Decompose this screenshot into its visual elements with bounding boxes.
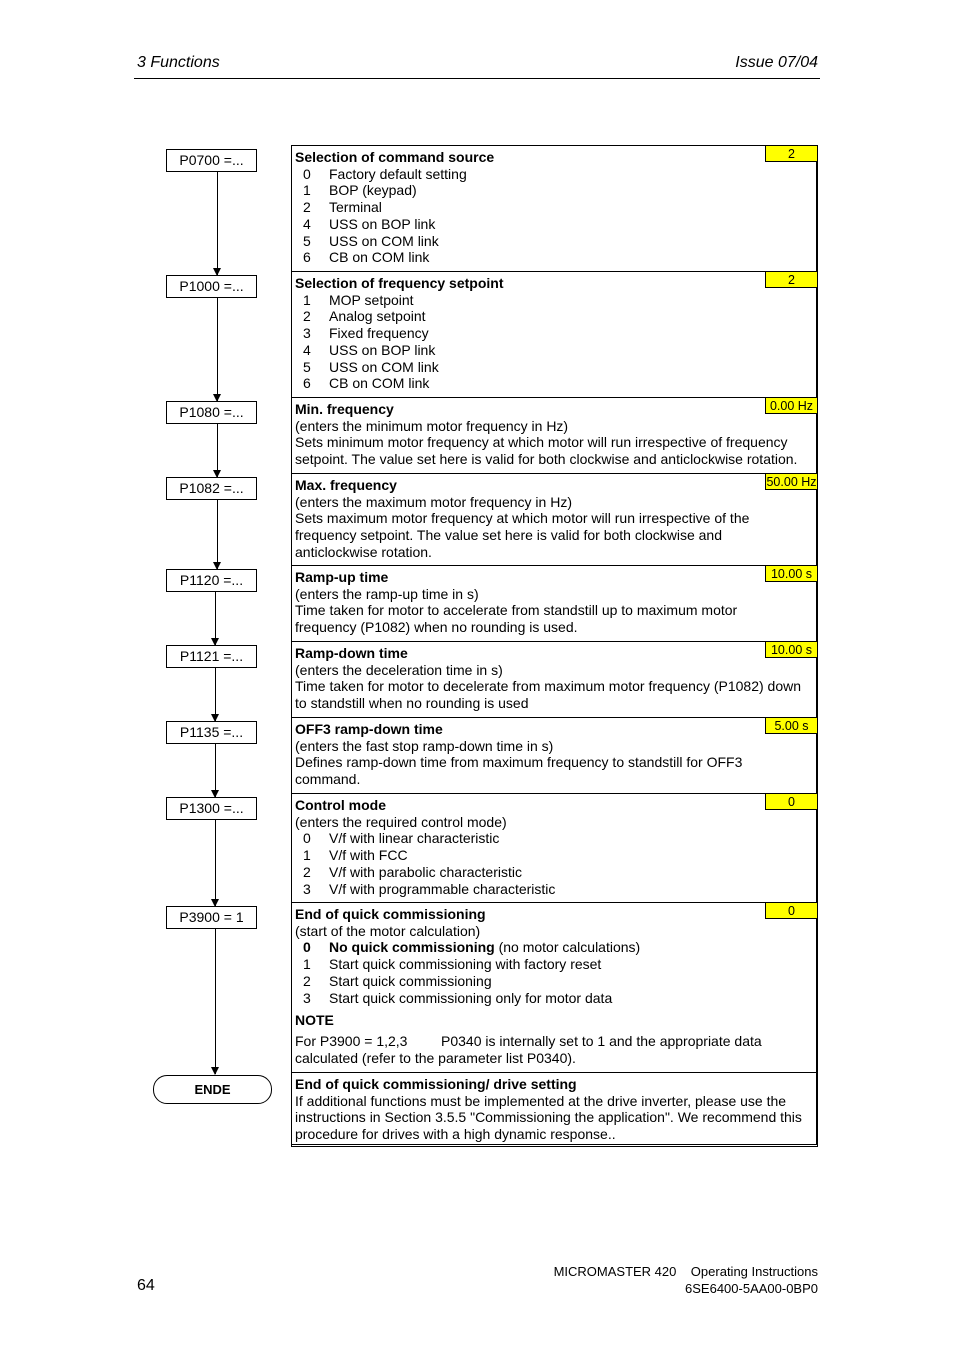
section-text: (enters the minimum motor frequency in Hz) [295, 417, 569, 434]
value-badge: 5.00 s [765, 717, 818, 734]
option-row: 5 USS on COM link [303, 232, 439, 249]
flow-arrow [215, 668, 216, 721]
section-title: Min. frequency [295, 401, 394, 417]
option-row: 6 CB on COM link [303, 375, 430, 392]
option-row: 2 Terminal [303, 199, 382, 216]
option-row: 4 USS on BOP link [303, 341, 436, 358]
note-text: calculated (refer to the parameter list P0340). [295, 1049, 576, 1066]
option-row: 2 Start quick commissioning [303, 972, 492, 989]
value-badge: 0 [765, 793, 818, 810]
section-title: Control mode [295, 797, 386, 813]
flow-box-p1080: P1080 =... [166, 401, 257, 424]
flow-arrow [217, 298, 218, 401]
section-title: End of quick commissioning [295, 906, 486, 922]
flow-box-p1000: P1000 =... [166, 275, 257, 298]
option-row: 1 V/f with FCC [303, 847, 408, 864]
flow-box-p1120: P1120 =... [166, 569, 257, 592]
section-text: (enters the ramp-up time in s) [295, 585, 479, 602]
section-heading: 3 Functions [137, 54, 220, 71]
section-text: (enters the deceleration time in s) [295, 661, 503, 678]
value-badge: 10.00 s [765, 565, 818, 582]
flow-box-p1082: P1082 =... [166, 477, 257, 500]
section-min-frequency [291, 397, 818, 473]
section-text: procedure for drives with a high dynamic response.. [295, 1126, 616, 1143]
value-badge: 50.00 Hz [766, 475, 817, 489]
footer-product: MICROMASTER 420 Operating Instructions [553, 1264, 818, 1279]
section-control-mode [291, 793, 818, 902]
flow-arrow [215, 592, 216, 645]
option-row: 0 V/f with linear characteristic [303, 830, 500, 847]
section-title: Max. frequency [295, 477, 397, 493]
section-title: Ramp-down time [295, 645, 408, 661]
flow-box-p1135: P1135 =... [166, 721, 257, 744]
footer-doc-number: 6SE6400-5AA00-0BP0 [685, 1281, 818, 1296]
section-end-drive-setting [291, 1072, 818, 1147]
option-row: 3 Start quick commissioning only for motor data [303, 989, 613, 1006]
note-text: For P3900 = 1,2,3 P0340 is internally set to 1 and the appropriate data [295, 1032, 762, 1049]
section-ramp-up-time [291, 565, 818, 641]
section-text: Defines ramp-down time from maximum frequency to standstill for OFF3 [295, 754, 743, 771]
section-ramp-down-time [291, 641, 818, 717]
option-row: 2 V/f with parabolic characteristic [303, 863, 522, 880]
option-row: 0 Factory default setting [303, 165, 467, 182]
option-row: 3 V/f with programmable characteristic [303, 880, 556, 897]
section-command-source [291, 145, 818, 271]
value-badge: 10.00 s [765, 641, 818, 658]
section-text: command. [295, 771, 361, 788]
flow-box-p1121: P1121 =... [166, 645, 257, 668]
value-badge: 0 [765, 902, 818, 919]
section-text: Time taken for motor to accelerate from standstill up to maximum motor [295, 602, 738, 619]
section-title: Selection of command source [295, 149, 495, 165]
section-text: Time taken for motor to decelerate from maximum motor frequency (P1082) down [295, 678, 802, 695]
flow-arrow [217, 500, 218, 569]
section-frequency-setpoint [291, 271, 818, 397]
flow-arrow [215, 929, 216, 1074]
header-divider [134, 78, 820, 79]
flow-end-terminal: ENDE [153, 1075, 272, 1104]
section-text: frequency setpoint. The value set here is valid for both clockwise and [295, 527, 722, 544]
section-subtitle: (start of the motor calculation) [295, 922, 481, 939]
value-badge: 2 [765, 271, 818, 288]
section-text: instructions in Section 3.5.5 "Commissioning the application". We recommend this [295, 1109, 802, 1126]
section-subtitle: (enters the required control mode) [295, 813, 507, 830]
issue-label: Issue 07/04 [735, 54, 818, 71]
flow-arrow [215, 744, 216, 797]
section-title: OFF3 ramp-down time [295, 721, 443, 737]
option-row: 0 No quick commissioning (no motor calculations) [303, 939, 641, 956]
flow-box-p0700: P0700 =... [166, 149, 257, 172]
section-text: (enters the fast stop ramp-down time in s) [295, 737, 554, 754]
section-end-quick-commissioning [291, 902, 818, 1072]
section-text: If additional functions must be implemented at the drive inverter, please use the [295, 1092, 787, 1109]
option-row: 2 Analog setpoint [303, 308, 426, 325]
value-badge: 0.00 Hz [765, 397, 818, 414]
value-badge: 2 [765, 145, 818, 162]
section-max-frequency [291, 473, 818, 565]
flow-arrow [217, 424, 218, 477]
section-text: Sets minimum motor frequency at which motor will run irrespective of frequency [295, 434, 788, 451]
section-title: Selection of frequency setpoint [295, 275, 504, 291]
option-row: 1 Start quick commissioning with factory reset [303, 956, 602, 973]
flow-arrow [217, 172, 218, 275]
section-text: setpoint. The value set here is valid for both clockwise and anticlockwise rotation. [295, 451, 798, 468]
section-text: (enters the maximum motor frequency in Hz) [295, 493, 572, 510]
section-text: frequency (P1082) when no rounding is used. [295, 619, 578, 636]
page-number: 64 [137, 1277, 155, 1294]
section-title: End of quick commissioning/ drive setting [295, 1076, 577, 1092]
section-text: Sets maximum motor frequency at which motor will run irrespective of the [295, 510, 750, 527]
note-heading: NOTE [295, 1012, 334, 1029]
option-row: 1 BOP (keypad) [303, 182, 417, 199]
option-row: 6 CB on COM link [303, 249, 430, 266]
section-off3-ramp-down [291, 717, 818, 793]
option-row: 3 Fixed frequency [303, 325, 429, 342]
section-text: to standstill when no rounding is used [295, 695, 529, 712]
flow-box-p1300: P1300 =... [166, 797, 257, 820]
footer-doc-info [554, 1263, 818, 1297]
flow-box-p3900: P3900 = 1 [166, 906, 257, 929]
section-title: Ramp-up time [295, 569, 389, 585]
option-row: 4 USS on BOP link [303, 215, 436, 232]
section-text: anticlockwise rotation. [295, 543, 432, 560]
flow-arrow [215, 820, 216, 906]
option-row: 1 MOP setpoint [303, 291, 414, 308]
option-row: 5 USS on COM link [303, 358, 439, 375]
